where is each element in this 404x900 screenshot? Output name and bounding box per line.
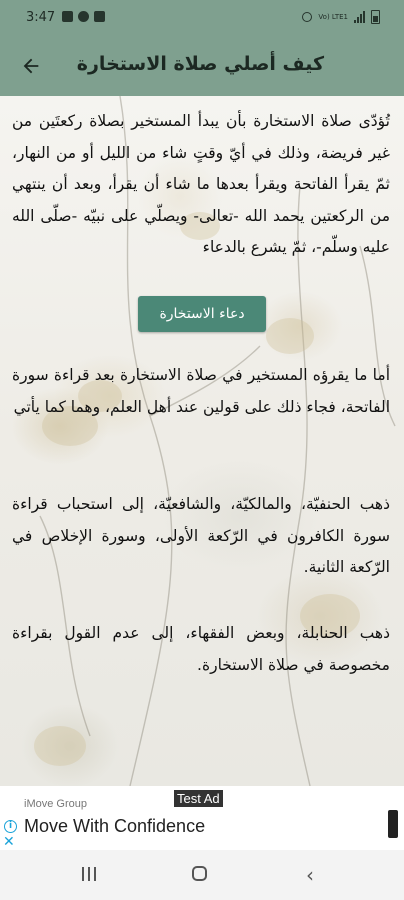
gallery-icon	[62, 11, 73, 22]
recents-icon[interactable]	[82, 867, 96, 881]
test-ad-badge: Test Ad	[174, 790, 223, 807]
status-time: 3:47	[26, 10, 56, 25]
back-button[interactable]	[16, 51, 46, 81]
info-icon[interactable]: i	[4, 820, 17, 833]
paragraph-majority-view: ذهب الحنفيّة، والمالكيّة، والشافعيّة، إلى استحباب قراءة سورة الكافرون في الرّكعة الأولى، وسورة الإخلاص في الرّكعة الثانية.	[12, 495, 390, 576]
app-bar	[0, 36, 404, 96]
paragraph-intro: تُؤدّى صلاة الاستخارة بأن يبدأ المستخير بصلاة ركعتَين من غير فريضة، وذلك في أيّ وقتٍ شاء من الليل أو من النهار، ثمّ يقرأ الفاتحة ويقرأ بعدها ما شاء أن يقرأ، وبعد أن ينتهي من الركعتين يحمد الله -تعالى- ويصلّي على نبيّه -صلّى الله عليه وسلّم-، ثمّ يشرع بالدعاء	[12, 112, 390, 256]
signal-icon	[354, 11, 365, 23]
alarm-icon	[302, 12, 312, 22]
home-icon[interactable]	[192, 866, 207, 881]
ad-side-bar	[388, 810, 398, 838]
instagram-icon	[94, 11, 105, 22]
system-nav-bar	[0, 850, 404, 900]
ad-headline[interactable]: Move With Confidence	[24, 816, 206, 836]
ad-banner[interactable]	[0, 786, 404, 850]
article-content[interactable]	[0, 96, 404, 786]
network-label: Vo) LTE1	[318, 12, 348, 21]
whatsapp-icon	[78, 11, 89, 22]
arrow-left-icon	[20, 55, 42, 77]
notification-icons	[62, 11, 105, 22]
ad-advertiser: iMove Group	[24, 798, 87, 810]
status-bar	[0, 0, 404, 36]
system-icons	[302, 10, 380, 24]
close-icon[interactable]: ✕	[3, 834, 15, 850]
dua-istikhara-button[interactable]: دعاء الاستخارة	[138, 296, 266, 332]
paragraph-hanbali-view: ذهب الحنابلة، وبعض الفقهاء، إلى عدم القول بقراءة مخصوصة في صلاة الاستخارة.	[12, 624, 390, 674]
chevron-left-icon[interactable]: ‹	[306, 863, 314, 887]
battery-icon	[371, 10, 380, 24]
page-title: كيف أصلي صلاة الاستخارة	[76, 53, 324, 75]
paragraph-recitation: أما ما يقرؤه المستخير في صلاة الاستخارة بعد قراءة سورة الفاتحة، فجاء ذلك على قولين عند أهل العلم، وهما كما يأتي	[12, 366, 390, 416]
